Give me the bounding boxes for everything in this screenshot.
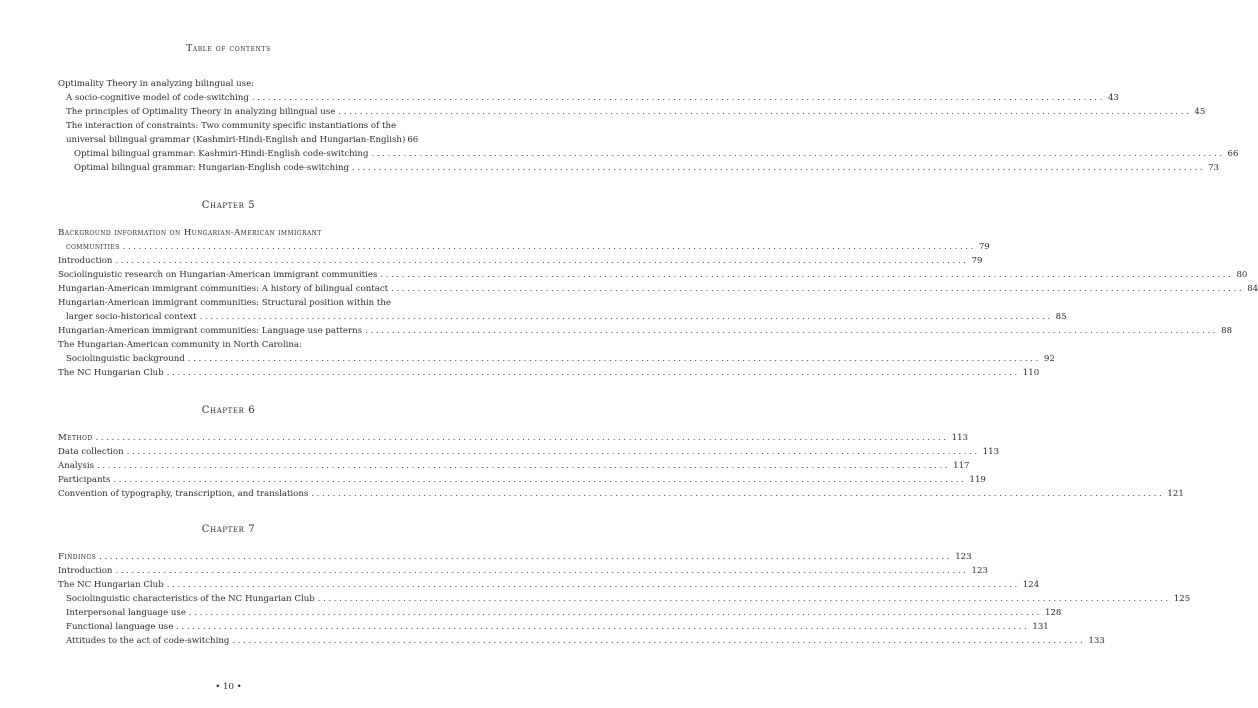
dot-leader: ................................................................................................................................................................ [115,256,969,266]
toc-entry-text: Hungarian-American immigrant communities: A history of bilingual contact [58,284,389,294]
toc-page-number: 113 [951,433,969,443]
toc-entry [66,592,1191,606]
toc-entry [66,105,1206,119]
toc-entry [66,606,1062,620]
toc-page-number: 125 [1173,594,1191,604]
toc-page-number: 123 [955,552,972,562]
toc-entry [58,445,1000,459]
dot-leader: ................................................................................................................................................................ [317,594,1171,604]
toc-entry-text: Sociolinguistic characteristics of the NC Hungarian Club [66,594,315,604]
toc-entry-text: Findings [58,552,97,562]
toc-entry-text: Functional language use [66,622,174,632]
dot-leader: ................................................................................................................................................................ [199,312,1053,322]
dot-leader: ................................................................................................................................................................ [311,489,1165,499]
toc-entry [66,620,1049,634]
chapter-heading: Chapter 7 [201,524,256,535]
toc-entry-text: Interpersonal language use [66,608,186,618]
toc-page-number: 123 [971,566,988,576]
toc-entry-text: The NC Hungarian Club [58,368,164,378]
toc-entry-text: Participants [58,475,111,485]
toc-entry [58,296,402,310]
toc-entry-text: Optimal bilingual grammar: Hungarian-English code-switching [74,163,349,173]
toc-entry-text: Hungarian-American immigrant communities: Language use patterns [58,326,363,336]
toc-entry [66,310,1067,324]
toc-page-number: 84 [1247,284,1258,294]
toc-entry [58,564,988,578]
toc-entry-text: Optimality Theory in analyzing bilingual use: [58,79,255,89]
toc-entry-text: Convention of typography, transcription, and translations [58,489,309,499]
toc-entry-text: Optimal bilingual grammar: Kashmiri-Hindi-English code-switching [74,149,369,159]
toc-entry-text: Attitudes to the act of code-switching [66,636,230,646]
dot-leader: ................................................................................................................................................................ [351,163,1206,173]
dot-leader: ................................................................................................................................................................ [391,284,1245,294]
toc-entry [66,634,1105,648]
page-number: • 10 • [215,682,242,692]
chapter-heading: Chapter 6 [201,405,256,416]
dot-leader: ................................................................................................................................................................ [95,433,949,443]
toc-entry-text: The principles of Optimality Theory in analyzing bilingual use [66,107,336,117]
dot-leader: ................................................................................................................................................................ [126,447,980,457]
toc-page-number: 45 [1194,107,1206,117]
toc-page-number: 131 [1032,622,1049,632]
toc-entry [58,550,972,564]
toc-entry-text: Sociolinguistic background [66,354,185,364]
toc-entry [66,133,419,147]
toc-page-number: 73 [1208,163,1219,173]
dot-leader: ................................................................................................................................................................ [380,270,1234,280]
toc-page-number: 128 [1045,608,1062,618]
toc-page-number: 110 [1022,368,1040,378]
toc-entry-text: Introduction [58,256,113,266]
toc-entry-text: A socio-cognitive model of code-switching [66,93,249,103]
toc-page-number: 124 [1022,580,1040,590]
toc-entry [58,431,969,445]
dot-leader: ................................................................................................................................................................ [166,580,1020,590]
toc-entry [58,487,1184,501]
dot-leader: ................................................................................................................................................................ [113,475,967,485]
dot-leader: ................................................................................................................................................................ [166,368,1020,378]
toc-page-number: 113 [982,447,1000,457]
toc-entry [58,254,983,268]
toc-page-number: 133 [1088,636,1105,646]
toc-entry [74,147,1239,161]
dot-leader: ................................................................................................................................................................ [176,622,1030,632]
dot-leader: ................................................................................................................................................................ [371,149,1225,159]
toc-entry [74,161,1219,175]
toc-page-number: 66 [1227,149,1239,159]
toc-entry [66,352,1055,366]
toc-entry [58,366,1040,380]
toc-page-number: 121 [1167,489,1184,499]
dot-leader: ................................................................................................................................................................ [99,552,953,562]
toc-entry-text: The interaction of constraints: Two community specific instantiations of the [66,121,397,131]
toc-entry [58,324,1233,338]
dot-leader: ................................................................................................................................................................ [188,608,1042,618]
toc-entry-text: universal bilingual grammar (Kashmiri-Hindi-English and Hungarian-English) [66,135,406,145]
dot-leader: ................................................................................................................................................................ [365,326,1219,336]
toc-page-number: 80 [1236,270,1248,280]
dot-leader: ................................................................................................................................................................ [115,566,969,576]
toc-entry-text: Introduction [58,566,113,576]
toc-entry [58,473,986,487]
toc-entry-text: larger socio-historical context [66,312,197,322]
toc-entry-text: communities [66,242,120,252]
toc-entry [58,77,402,91]
toc-entry [66,91,1119,105]
dot-leader: ................................................................................................................................................................ [187,354,1041,364]
toc-page-number: 119 [969,475,986,485]
toc-entry-text: Sociolinguistic research on Hungarian-American immigrant communities [58,270,378,280]
toc-entry [58,578,1040,592]
running-head: Table of contents [186,44,271,54]
toc-page-number: 117 [953,461,970,471]
toc-page-number: 79 [971,256,983,266]
toc-entry [58,459,970,473]
toc-page-number: 88 [1221,326,1233,336]
toc-entry-text: The NC Hungarian Club [58,580,164,590]
toc-entry [58,226,402,240]
toc-entry-text: Data collection [58,447,124,457]
dot-leader: ................................................................................................................................................................ [97,461,951,471]
toc-entry-text: Background information on Hungarian-American immigrant [58,228,322,238]
dot-leader: ................................................................................................................................................................ [232,636,1086,646]
toc-entry [66,240,990,254]
toc-entry-text: Method [58,433,93,443]
dot-leader: ................................................................................................................................................................ [122,242,976,252]
toc-entry [58,338,402,352]
toc-entry-text: The Hungarian-American community in North Carolina: [58,340,302,350]
toc-page-number: 43 [1107,93,1119,103]
toc-entry [66,119,402,133]
toc-page-number: 92 [1043,354,1055,364]
dot-leader: ................................................................................................................................................................ [251,93,1105,103]
toc-entry [58,268,1248,282]
dot-leader: ................................................................................................................................................................ [338,107,1192,117]
chapter-heading: Chapter 5 [201,200,256,211]
toc-entry-text: Analysis [58,461,95,471]
toc-entry-text: Hungarian-American immigrant communities: Structural position within the [58,298,391,308]
toc-page-number: 79 [978,242,990,252]
toc-page-number: 85 [1055,312,1067,322]
toc-page-number: 66 [407,135,419,145]
toc-entry [58,282,1258,296]
